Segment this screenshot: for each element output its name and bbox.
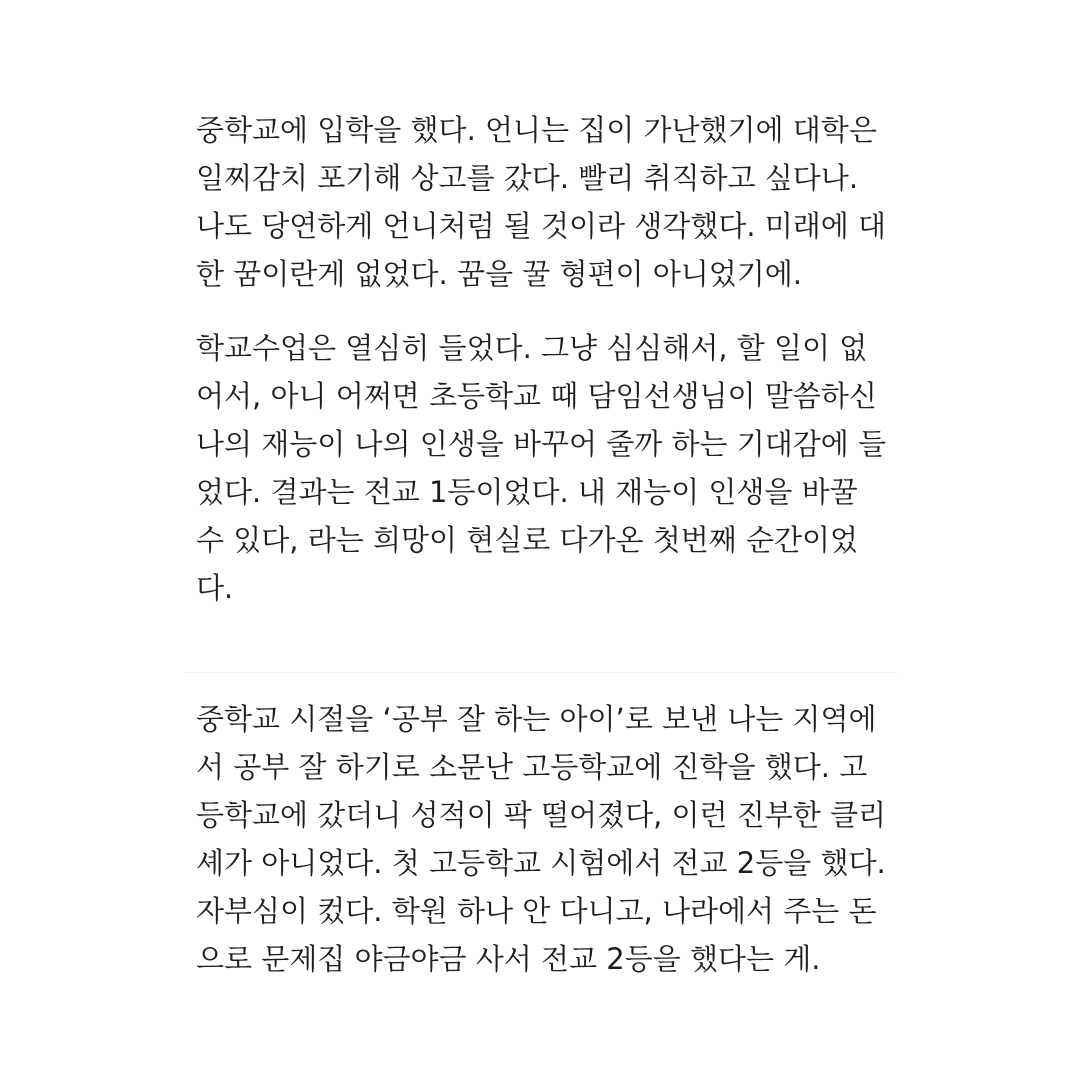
text-line: 서 공부 잘 하기로 소문난 고등학교에 진학을 했다. 고: [196, 750, 868, 784]
paragraph-1: [196, 106, 916, 298]
text-line: 중학교에 입학을 했다. 언니는 집이 가난했기에 대학은: [196, 113, 877, 147]
text-line: 셰가 아니었다. 첫 고등학교 시험에서 전교 2등을 했다.: [196, 846, 886, 880]
text-line: 한 꿈이란게 없었다. 꿈을 꿀 형편이 아니었기에.: [196, 257, 803, 291]
text-line: 학교수업은 열심히 들었다. 그냥 심심해서, 할 일이 없: [196, 331, 868, 365]
paragraph-2: [196, 324, 916, 612]
text-line: 등학교에 갔더니 성적이 팍 떨어졌다, 이런 진부한 클리: [196, 798, 887, 832]
text-line: 었다. 결과는 전교 1등이었다. 내 재능이 인생을 바꿀: [196, 475, 858, 509]
text-line: 다.: [196, 571, 234, 605]
text-line: 어서, 아니 어쩌면 초등학교 때 담임선생님이 말씀하신: [196, 379, 877, 413]
text-line: 중학교 시절을 ‘공부 잘 하는 아이’로 보낸 나는 지역에: [196, 702, 877, 736]
text-line: 일찌감치 포기해 상고를 갔다. 빨리 취직하고 싶다나.: [196, 161, 859, 195]
text-line: 나의 재능이 나의 인생을 바꾸어 줄까 하는 기대감에 들: [196, 427, 887, 461]
text-line: 수 있다, 라는 희망이 현실로 다가온 첫번째 순간이었: [196, 523, 859, 557]
text-line: 으로 문제집 야금야금 사서 전교 2등을 했다는 게.: [196, 942, 821, 976]
paragraph-3: [196, 695, 916, 983]
section-divider: [185, 672, 897, 673]
text-line: 자부심이 컸다. 학원 하나 안 다니고, 나라에서 주는 돈: [196, 894, 877, 928]
text-line: 나도 당연하게 언니처럼 될 것이라 생각했다. 미래에 대: [196, 209, 887, 243]
